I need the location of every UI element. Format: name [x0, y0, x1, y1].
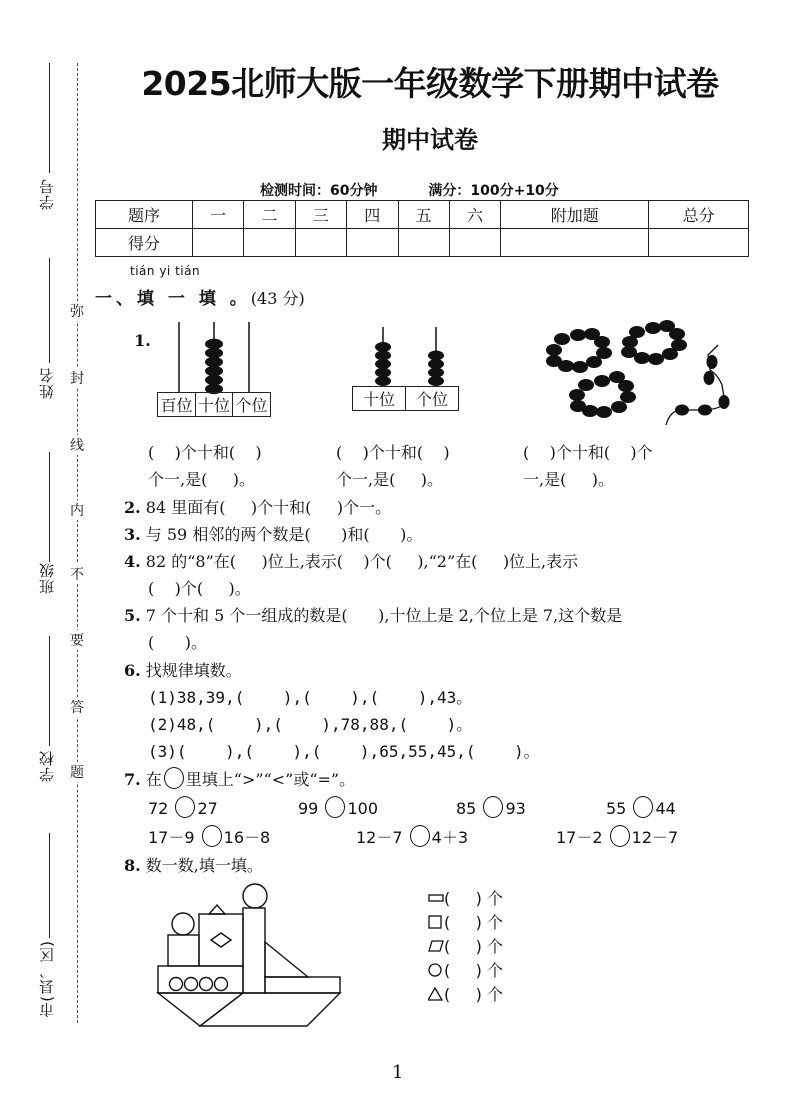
- question-number: 6.: [124, 661, 141, 680]
- field-region-label: 市(县、区): [38, 940, 56, 1018]
- shape-count-label: ( ) 个: [444, 889, 504, 908]
- question-5-continued: ( )。: [148, 633, 208, 652]
- score-cell[interactable]: [649, 229, 749, 257]
- compare-circle-input[interactable]: [325, 796, 345, 818]
- compare-item: [298, 796, 378, 818]
- seal-char: 答: [68, 697, 86, 717]
- abacus-1-labels: [157, 392, 271, 417]
- question-1-line-2: [148, 467, 615, 490]
- exam-full-score: 满分：100分+10分: [428, 183, 559, 199]
- compare-item: [356, 825, 468, 848]
- shape-count-label: ( ) 个: [444, 985, 504, 1004]
- question-5: [124, 603, 622, 626]
- page-number: 1: [392, 1062, 404, 1083]
- shape-count-row: [428, 910, 503, 933]
- question-text: 找规律填数。: [140, 661, 242, 680]
- seal-char: 弥: [68, 301, 86, 321]
- compare-item: [456, 796, 526, 818]
- pattern-item-3: (3)( ),( ),( ),65,55,45,( )。: [148, 742, 540, 761]
- abacus-hundreds-tens-ones-figure: [155, 320, 275, 395]
- compare-left: 12－7: [356, 828, 403, 847]
- abacus-label: 十位: [196, 393, 233, 416]
- shape-count-row: [428, 982, 503, 1005]
- abacus-label: 十位: [353, 387, 406, 410]
- shape-count-row: [428, 886, 503, 909]
- row-label: 得分: [96, 229, 193, 257]
- question-number: 3.: [124, 525, 141, 544]
- seal-line: [77, 63, 78, 1023]
- compare-circle-input[interactable]: [483, 796, 503, 818]
- shape-count-row: [428, 958, 503, 981]
- question-7: [124, 767, 355, 790]
- compare-item: [148, 825, 270, 848]
- question-number: 4.: [124, 552, 141, 571]
- field-line: [49, 63, 50, 173]
- field-name-label: 姓名: [38, 367, 56, 399]
- circle-icon: [164, 767, 184, 789]
- compare-circle-input[interactable]: [175, 796, 195, 818]
- square-icon: [428, 915, 444, 929]
- compare-left: 72: [148, 799, 169, 818]
- question-text: 在: [140, 770, 162, 789]
- bead-rings-figure: [540, 315, 760, 430]
- question-number: 1.: [134, 331, 151, 350]
- circle-shape-icon: [428, 963, 444, 977]
- seal-char: 要: [68, 630, 86, 650]
- section-pinyin: tián yi tián: [130, 264, 201, 278]
- question-text: 里填上“>”“<”或“=”。: [185, 770, 356, 789]
- field-line: [49, 452, 50, 562]
- compare-right: 100: [347, 799, 378, 818]
- pattern-item-2: (2)48,( ),( ),78,88,( )。: [148, 715, 473, 734]
- compare-right: 44: [655, 799, 676, 818]
- shape-count-label: ( ) 个: [444, 913, 504, 932]
- q1-blank-text: 个一,是( )。: [336, 470, 444, 489]
- compare-right: 93: [505, 799, 526, 818]
- header-cell: 六: [449, 201, 500, 229]
- q1-blank-text: ( )个十和( ): [336, 443, 450, 462]
- exam-meta: [260, 180, 605, 200]
- ship-shapes-figure: [155, 880, 350, 1030]
- question-3: [124, 522, 422, 545]
- shape-count-label: ( ) 个: [444, 937, 504, 956]
- compare-item: [606, 796, 676, 818]
- compare-circle-input[interactable]: [410, 825, 430, 847]
- score-cell[interactable]: [193, 229, 244, 257]
- score-cell[interactable]: [449, 229, 500, 257]
- shape-count-label: ( ) 个: [444, 961, 504, 980]
- header-cell: 总分: [649, 201, 749, 229]
- question-1-line-1: [148, 440, 653, 463]
- question-4: [124, 549, 578, 572]
- seal-char: 不: [68, 564, 86, 584]
- header-cell: 一: [193, 201, 244, 229]
- header-cell: 三: [295, 201, 346, 229]
- question-text: 数一数,填一填。: [140, 856, 263, 875]
- question-text: 82 的“8”在( )位上,表示( )个( ),“2”在( )位上,表示: [140, 552, 579, 571]
- question-6: [124, 658, 242, 681]
- section-title: 一、填 一 填 。: [95, 289, 251, 309]
- triangle-icon: [428, 987, 444, 1001]
- q1-blank-text: 一,是( )。: [523, 470, 615, 489]
- header-cell: 五: [398, 201, 449, 229]
- q1-blank-text: ( )个十和( )个: [523, 443, 653, 462]
- header-cell: 二: [244, 201, 295, 229]
- compare-left: 17－2: [556, 828, 603, 847]
- score-cell[interactable]: [244, 229, 295, 257]
- header-cell: 附加题: [501, 201, 649, 229]
- compare-left: 85: [456, 799, 477, 818]
- field-student-id-label: 学号: [38, 178, 56, 210]
- question-text: 与 59 相邻的两个数是( )和( )。: [140, 525, 423, 544]
- question-number: 7.: [124, 770, 141, 789]
- question-2: [124, 495, 391, 518]
- question-number: 5.: [124, 606, 141, 625]
- score-cell[interactable]: [398, 229, 449, 257]
- field-line: [49, 833, 50, 938]
- seal-char: 内: [68, 500, 86, 520]
- page-title: 2025北师大版一年级数学下册期中试卷: [141, 64, 719, 103]
- seal-char: 封: [68, 368, 86, 388]
- field-school-label: 学校: [38, 750, 56, 782]
- abacus-label: 个位: [415, 390, 448, 409]
- exam-duration: 检测时间：60分钟: [260, 183, 378, 199]
- question-1: [124, 312, 151, 350]
- rectangle-icon: [428, 891, 444, 905]
- q1-blank-text: ( )个十和( ): [148, 443, 262, 462]
- field-class-label: 班级: [38, 562, 56, 594]
- compare-left: 17－9: [148, 828, 195, 847]
- compare-circle-input[interactable]: [610, 825, 630, 847]
- header-cell: 题序: [96, 201, 193, 229]
- score-cell[interactable]: [347, 229, 398, 257]
- compare-right: 4＋3: [431, 828, 469, 847]
- score-cell[interactable]: [295, 229, 346, 257]
- question-number: 8.: [124, 856, 141, 875]
- compare-circle-input[interactable]: [202, 825, 222, 847]
- abacus-label: 百位: [158, 393, 196, 416]
- question-number: 2.: [124, 498, 141, 517]
- seal-char: 线: [68, 435, 86, 455]
- question-4-continued: ( )个( )。: [148, 579, 251, 598]
- compare-right: 12－7: [631, 828, 679, 847]
- pattern-item-1: (1)38,39,( ),( ),( ),43。: [148, 688, 473, 707]
- score-table-score-row: [96, 229, 749, 257]
- abacus-label: 个位: [235, 396, 268, 415]
- question-8: [124, 853, 263, 876]
- compare-left: 99: [298, 799, 319, 818]
- q1-blank-text: 个一,是( )。: [148, 470, 256, 489]
- abacus-tens-ones-figure: [352, 325, 462, 387]
- compare-right: 16－8: [223, 828, 271, 847]
- header-cell: 四: [347, 201, 398, 229]
- question-text: 7 个十和 5 个一组成的数是( ),十位上是 2,个位上是 7,这个数是: [140, 606, 623, 625]
- field-line: [49, 636, 50, 746]
- question-text: 84 里面有( )个十和( )个一。: [140, 498, 392, 517]
- abacus-2-labels: [352, 386, 459, 411]
- score-cell[interactable]: [501, 229, 649, 257]
- seal-char: 题: [68, 762, 86, 782]
- field-line: [49, 258, 50, 363]
- section-heading: [95, 284, 305, 309]
- section-points: (43 分): [250, 289, 305, 308]
- compare-circle-input[interactable]: [633, 796, 653, 818]
- score-table: [95, 200, 749, 257]
- compare-left: 55: [606, 799, 627, 818]
- shape-count-row: [428, 934, 503, 957]
- compare-item: [148, 796, 218, 818]
- score-table-header-row: [96, 201, 749, 229]
- compare-right: 27: [197, 799, 218, 818]
- parallelogram-icon: [428, 939, 444, 953]
- compare-item: [556, 825, 678, 848]
- page-subtitle: 期中试卷: [382, 126, 478, 154]
